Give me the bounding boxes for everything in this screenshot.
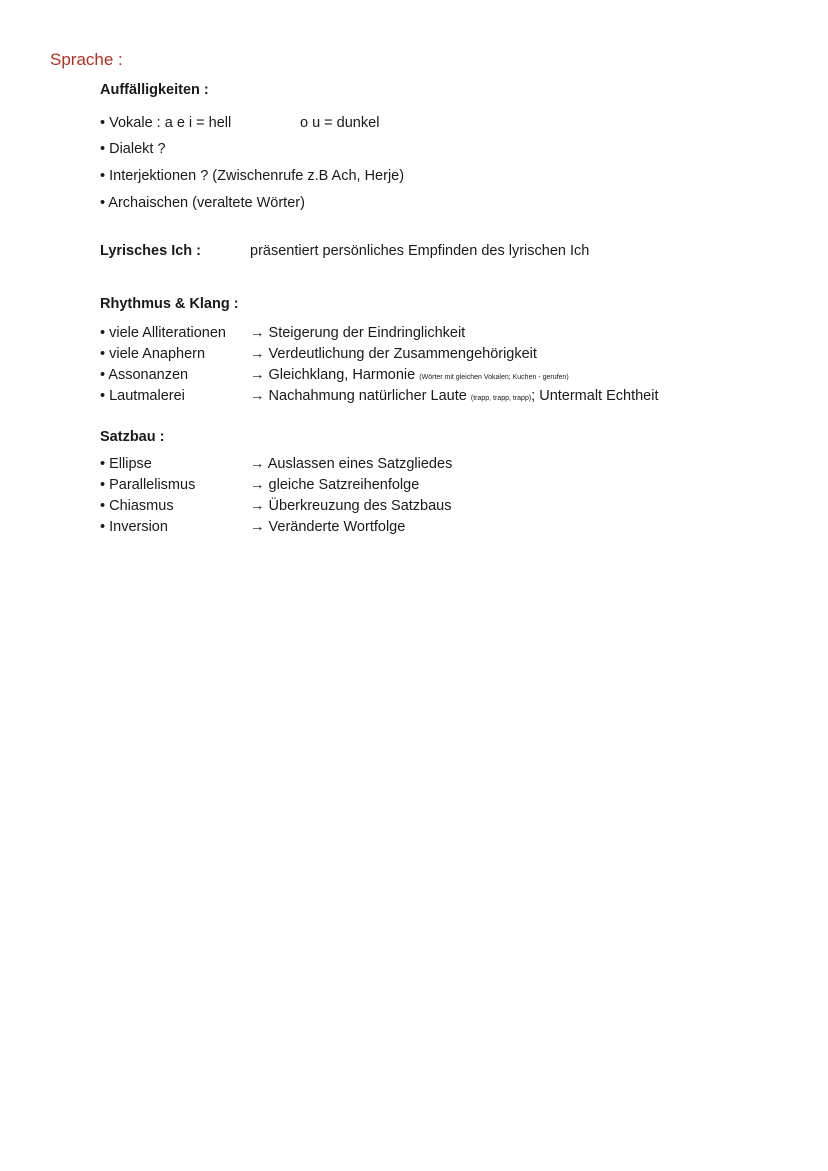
heading-auffaelligkeiten: Auffälligkeiten : xyxy=(100,82,209,98)
rhythmus-desc: → Steigerung der Eindringlichkeit xyxy=(250,325,466,341)
satzbau-desc: → Veränderte Wortfolge xyxy=(250,519,406,535)
vokale-line: • Vokale : a e i = hell xyxy=(100,115,232,131)
page-title: Sprache : xyxy=(50,50,123,69)
rhythmus-desc: → Nachahmung natürlicher Laute (trapp, trapp, trapp); Untermalt Echtheit xyxy=(250,388,659,404)
heading-satzbau: Satzbau : xyxy=(100,429,165,445)
rhythmus-desc: → Verdeutlichung der Zusammengehörigkeit xyxy=(250,346,537,362)
rhythmus-desc: → Gleichklang, Harmonie (Wörter mit gleichen Vokalen; Kuchen - gerufen) xyxy=(250,367,569,383)
satzbau-term: • Inversion xyxy=(100,519,168,535)
small-note: (trapp, trapp, trapp) xyxy=(470,395,532,402)
lyrisches-ich-text: präsentiert persönliches Empfinden des lyrischen Ich xyxy=(250,243,590,259)
heading-lyrisches-ich: Lyrisches Ich : xyxy=(100,243,202,259)
satzbau-term: • Chiasmus xyxy=(100,498,174,514)
vokale-dark-line: o u = dunkel xyxy=(300,115,380,131)
satzbau-term: • Parallelismus xyxy=(100,477,196,493)
list-item: • Dialekt ? xyxy=(100,141,166,157)
heading-rhythmus: Rhythmus & Klang : xyxy=(100,296,239,312)
satzbau-desc: → Auslassen eines Satzgliedes xyxy=(250,456,453,472)
list-item: • Archaischen (veraltete Wörter) xyxy=(100,195,305,211)
small-note: (Wörter mit gleichen Vokalen; Kuchen - gerufen) xyxy=(419,374,569,381)
rhythmus-term: • viele Alliterationen xyxy=(100,325,226,341)
rhythmus-term: • viele Anaphern xyxy=(100,346,206,362)
list-item: • Interjektionen ? (Zwischenrufe z.B Ach, Herje) xyxy=(100,168,405,184)
satzbau-desc: → gleiche Satzreihenfolge xyxy=(250,477,420,493)
satzbau-term: • Ellipse xyxy=(100,456,152,472)
rhythmus-term: • Lautmalerei xyxy=(100,388,185,404)
rhythmus-term: • Assonanzen xyxy=(100,367,189,383)
satzbau-desc: → Überkreuzung des Satzbaus xyxy=(250,498,452,514)
